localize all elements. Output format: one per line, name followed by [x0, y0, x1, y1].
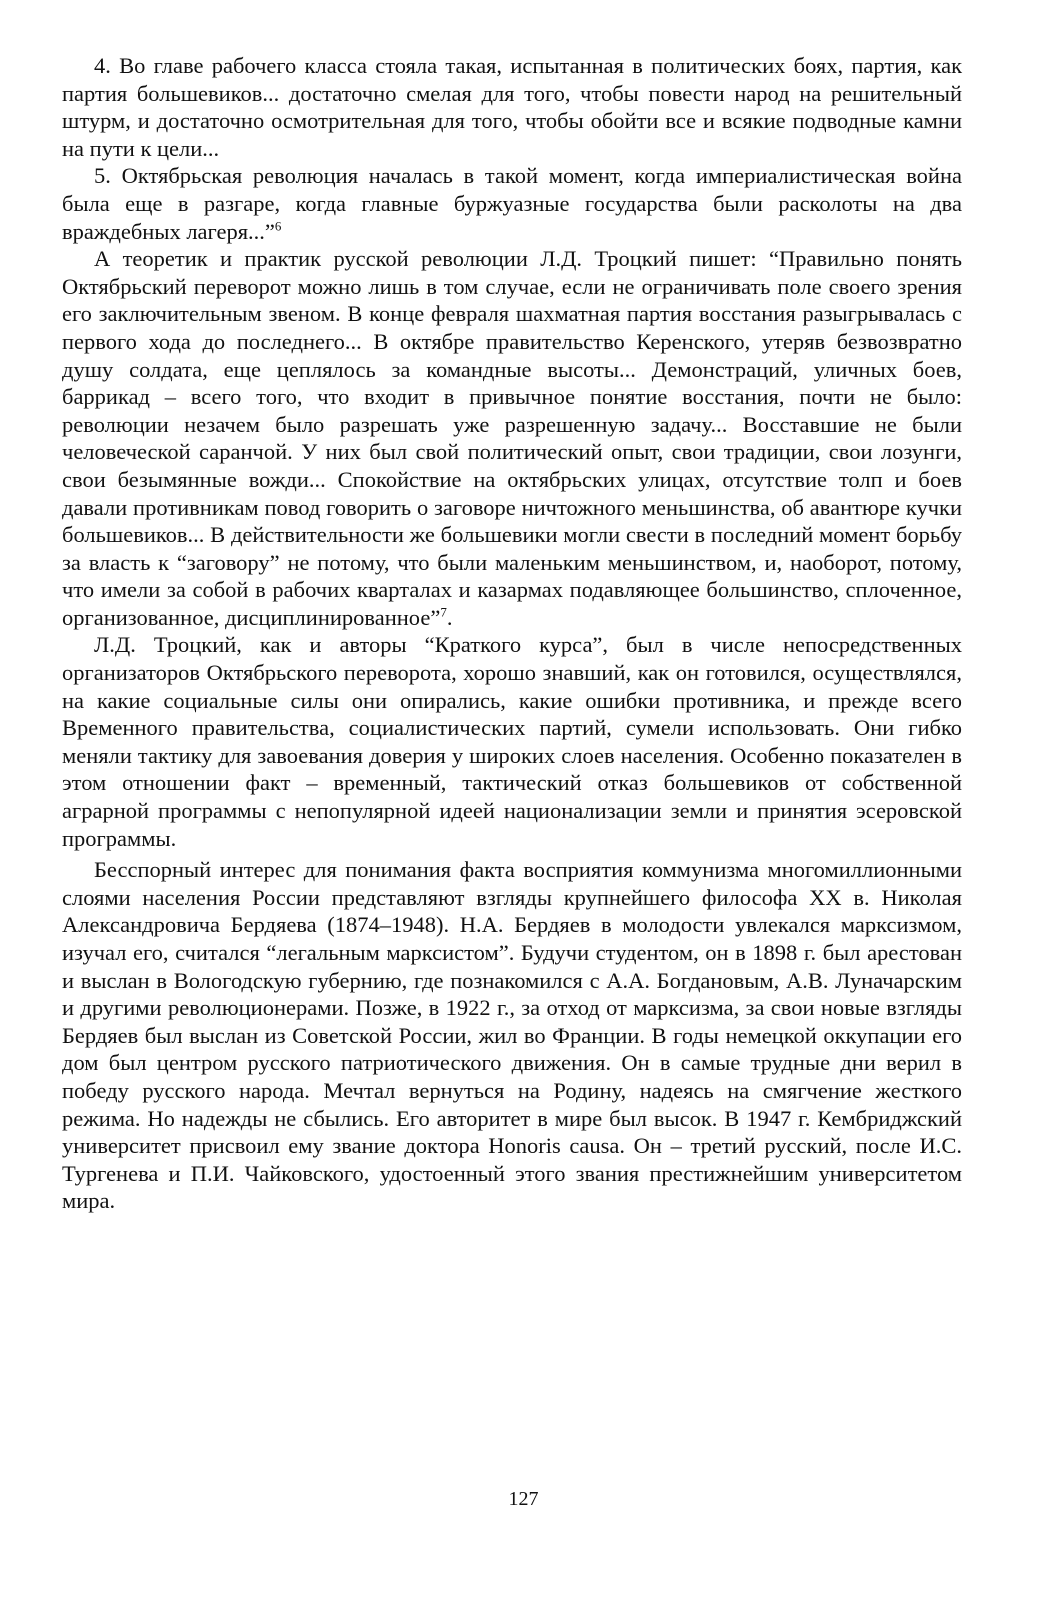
- paragraph-text: А теоретик и практик русской революции Л.Д. Троцкий пишет: “Правильно понять Октябрьский переворот можно лишь в том случае, если не ограничивать поле своего зрения его заключительным звеном. В конце февраля шахматная партия восстания разыгрывалась с первого хода до последнего... В октябре правительство Керенского, утеряв безвозвратно душу солдата, еще цеплялось за командные высоты... Демонстраций, уличных боев, баррикад – всего того, что входит в привычное понятие восстания, почти не было: революции незачем было разрешать уже разрешенную задачу... Восставшие не были человеческой саранчой. У них был свой политический опыт, свои традиции, свои лозунги, свои безымянные вожди... Спокойствие на октябрьских улицах, отсутствие толп и боев давали противникам повод говорить о заговоре ничтожного меньшинства, об авантюре кучки большевиков... В действительности же большевики могли свести в последний момент борьбу за власть к “заговору” не потому, что были маленьким меньшинством, и, наоборот, потому, что имели за собой в рабочих кварталах и казармах подавляющее большинство, сплоченное, организованное, дисциплинированное”: [62, 246, 962, 630]
- body-text: [62, 52, 962, 1215]
- paragraph-text: 4. Во главе рабочего класса стояла такая, испытанная в политических боях, партия, как партия большевиков... достаточно смелая для того, чтобы повести народ на решительный штурм, и достаточно осмотрительная для того, чтобы обойти все и всякие подводные камни на пути к цели...: [62, 53, 962, 161]
- page-number: 127: [508, 1488, 539, 1510]
- footnote-marker: 7: [440, 604, 447, 620]
- paragraph-berdyaev: [62, 856, 962, 1215]
- paragraph-trotsky-organizers: [62, 631, 962, 852]
- paragraph-text: Бесспорный интерес для понимания факта восприятия коммунизма многомиллионными слоями населения России представляют взгляды крупнейшего философа XX в. Николая Александровича Бердяева (1874–1948). Н.А. Бердяев в молодости увлекался марксизмом, изучал его, считался “легальным марксистом”. Будучи студентом, он в 1898 г. был арестован и выслан в Вологодскую губернию, где познакомился с А.А. Богдановым, А.В. Луначарским и другими революционерами. Позже, в 1922 г., за отход от марксизма, за свои новые взгляды Бердяев был выслан из Советской России, жил во Франции. В годы немецкой оккупации его дом был центром русского патриотического движения. Он в самые трудные дни верил в победу русского народа. Мечтал вернуться на Родину, надеясь на смягчение жесткого режима. Но надежды не сбылись. Его авторитет в мире был высок. В 1947 г. Кембриджский университет присвоил ему звание доктора Honoris causa. Он – третий русский, после И.С. Тургенева и П.И. Чайковского, удостоенный этого звания престижнейшим университетом мира.: [62, 857, 962, 1214]
- paragraph-text: 5. Октябрьская революция началась в такой момент, когда империалистическая война была еще в разгаре, когда главные буржуазные государства были расколоты на два враждебных лагеря...”: [62, 163, 962, 244]
- footnote-marker: 6: [274, 218, 282, 234]
- paragraph-tail: .: [446, 604, 453, 630]
- paragraph-point-5: [62, 162, 962, 245]
- paragraph-text: Л.Д. Троцкий, как и авторы “Краткого курса”, был в числе непосредственных организаторов Октябрьского переворота, хорошо знавший, как он готовился, осуществлялся, на какие социальные силы они опирались, какие ошибки противника, и прежде всего Временного правительства, социалистических партий, сумели использовать. Они гибко меняли тактику для завоевания доверия у широких слоев населения. Особенно показателен в этом отношении факт – временный, тактический отказ большевиков от собственной аграрной программы с непопулярной идеей национализации земли и принятия эсеровской программы.: [62, 632, 962, 851]
- paragraph-trotsky-quote: [62, 245, 962, 631]
- paragraph-point-4: [62, 52, 962, 162]
